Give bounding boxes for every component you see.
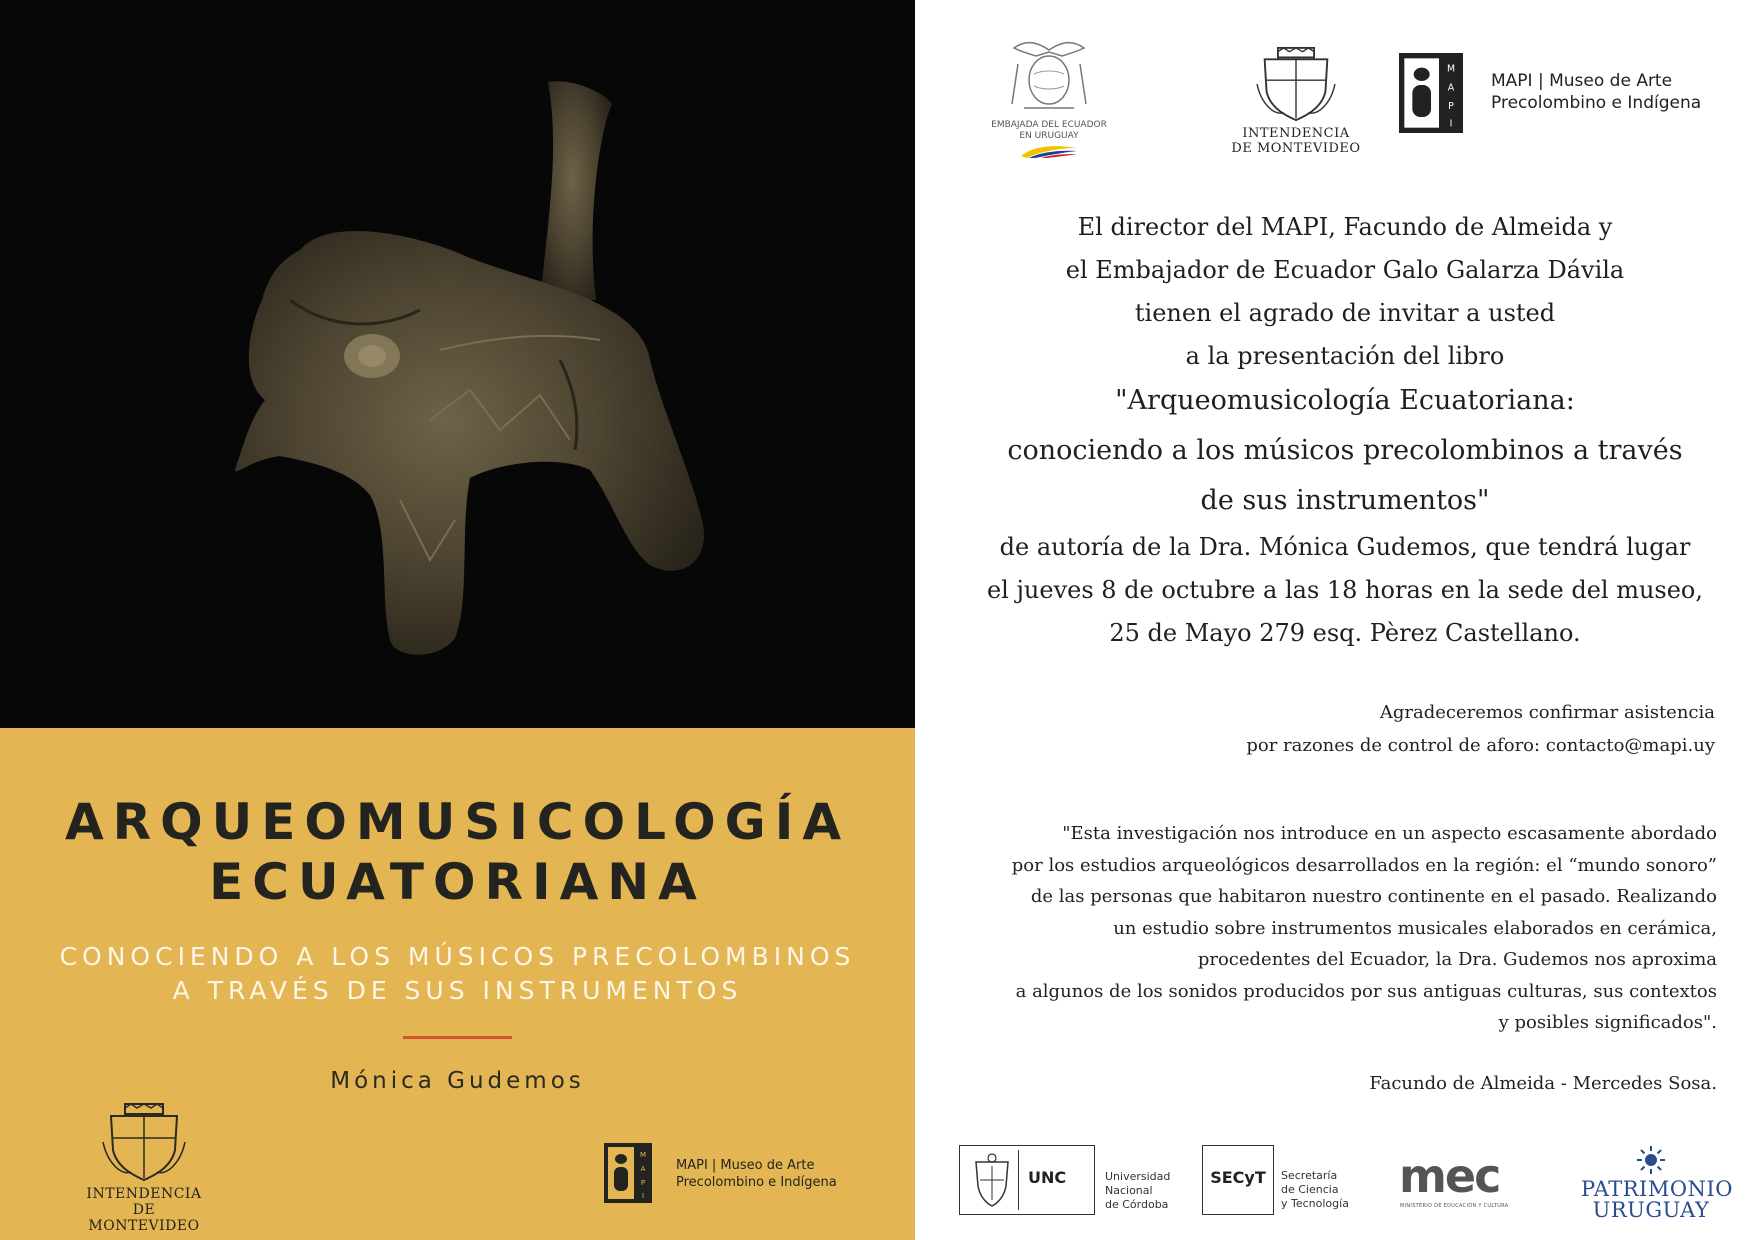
quote-line3: de las personas que habitaron nuestro continente en el pasado. Realizando [1030, 886, 1717, 907]
svg-text:M: M [1446, 63, 1456, 75]
secyt-name-line1: Secretaría [1281, 1169, 1338, 1182]
embajada-ecuador-logo [987, 34, 1111, 162]
mapi-logo-icon [1399, 52, 1463, 134]
event-line1: de autoría de la Dra. Mónica Gudemos, que tendrá lugar [999, 533, 1691, 561]
secyt-name-line2: de Ciencia [1281, 1183, 1339, 1196]
ecuador-flag-swoosh-icon [1019, 142, 1079, 158]
mapi-logo-cover [604, 1143, 837, 1207]
quote-line2: por los estudios arqueológicos desarrollados en la región: el “mundo sonoro” [1011, 854, 1717, 876]
intendencia-header-line1: INTENDENCIA [1242, 126, 1350, 141]
unc-acronym: UNC [1028, 1168, 1067, 1187]
svg-text:A: A [1447, 82, 1455, 94]
secyt-name-line3: y Tecnología [1281, 1197, 1349, 1210]
cover-subtitle [0, 940, 915, 1008]
unc-fullname [1105, 1170, 1170, 1212]
mapi-logo-icon [604, 1143, 652, 1203]
patrimonio-line1: PATRIMONIO [1581, 1177, 1733, 1201]
intendencia-name-line1: INTENDENCIA [86, 1186, 202, 1202]
secyt-fullname [1281, 1169, 1349, 1211]
cover-subtitle-line1: CONOCIENDO A LOS MÚSICOS PRECOLOMBINOS [59, 942, 856, 971]
quote-line7: y posibles significados". [1498, 1012, 1717, 1033]
invitation-line1: El director del MAPI, Facundo de Almeida y [1077, 213, 1613, 241]
sponsor-logos [959, 1145, 1739, 1225]
mapi-header-line2: Precolombino e Indígena [1491, 93, 1702, 113]
rsvp-line2: por razones de control de aforo: contacto@mapi.uy [1246, 735, 1715, 756]
mec-logo: mec [1399, 1149, 1500, 1203]
montevideo-crest-icon [1254, 46, 1338, 122]
quote-line6: a algunos de los sonidos producidos por sus antiguas culturas, sus contextos [1015, 980, 1717, 1002]
secyt-logo [1202, 1145, 1274, 1215]
patrimonio-uruguay-logo [1581, 1145, 1733, 1222]
mapi-logo-header [1399, 52, 1702, 138]
intendencia-logo-cover [76, 1102, 212, 1234]
embajada-name-line1: EMBAJADA DEL ECUADOR [991, 120, 1107, 130]
cover-title-line1: ARQUEOMUSICOLOGÍA [64, 793, 851, 851]
mec-subtitle: MINISTERIO DE EDUCACIÓN Y CULTURA [1400, 1203, 1509, 1209]
unc-name-line1: Universidad [1105, 1170, 1171, 1183]
intendencia-header-line2: DE MONTEVIDEO [1231, 141, 1361, 156]
unc-logo [959, 1145, 1095, 1215]
cover-photo [0, 0, 915, 728]
quote-signature: Facundo de Almeida - Mercedes Sosa. [1369, 1073, 1717, 1094]
rsvp-note [915, 696, 1715, 762]
cover-subtitle-line2: A TRAVÉS DE SUS INSTRUMENTOS [172, 976, 743, 1005]
cover-author: Mónica Gudemos [330, 1068, 585, 1094]
event-details [945, 526, 1745, 655]
rsvp-line1: Agradeceremos confirmar asistencia [1379, 702, 1715, 723]
sun-icon [1636, 1145, 1666, 1175]
quote-line1: "Esta investigación nos introduce en un aspecto escasamente abordado [1062, 823, 1717, 844]
patrimonio-line2: URUGUAY [1592, 1198, 1710, 1222]
book-title [945, 376, 1745, 526]
book-title-line1: "Arqueomusicología Ecuatoriana: [1115, 385, 1575, 416]
unc-shield-icon [966, 1150, 1018, 1210]
invitation-line4: a la presentación del libro [1185, 342, 1505, 370]
secyt-acronym: SECyT [1210, 1168, 1266, 1187]
unc-name-line2: Nacional [1105, 1184, 1153, 1197]
svg-text:P: P [640, 1179, 646, 1187]
ceramic-figurine-image [0, 0, 915, 728]
book-title-line3: de sus instrumentos" [1200, 485, 1490, 516]
cover-title [0, 792, 915, 912]
mapi-name-line2: Precolombino e Indígena [676, 1175, 837, 1190]
unc-crest [966, 1150, 1019, 1210]
svg-text:P: P [1448, 101, 1454, 112]
mapi-name-line1: MAPI | Museo de Arte [676, 1158, 815, 1173]
book-title-line2: conociendo a los músicos precolombinos a través [1007, 435, 1683, 466]
cover-yellow-block [0, 728, 915, 1240]
event-line2: el jueves 8 de octubre a las 18 horas en la sede del museo, [986, 576, 1704, 604]
svg-text:I: I [641, 1192, 645, 1200]
invitation-intro [945, 206, 1745, 378]
embajada-name-line2: EN URUGUAY [1019, 131, 1079, 141]
intendencia-logo-header [1227, 46, 1365, 156]
quote-line4: un estudio sobre instrumentos musicales elaborados en cerámica, [1113, 917, 1717, 939]
mapi-header-line1: MAPI | Museo de Arte [1491, 71, 1673, 91]
event-line3: 25 de Mayo 279 esq. Pèrez Castellano. [1109, 619, 1581, 647]
svg-text:I: I [1449, 118, 1453, 130]
cover-title-line2: ECUATORIANA [209, 853, 706, 911]
invitation-line2: el Embajador de Ecuador Galo Galarza Dávila [1065, 256, 1625, 284]
intendencia-name-line2: DE MONTEVIDEO [88, 1202, 200, 1234]
quote-line5: procedentes del Ecuador, la Dra. Gudemos nos aproxima [1197, 949, 1717, 970]
svg-text:A: A [640, 1165, 646, 1173]
invitation-line3: tienen el agrado de invitar a usted [1134, 299, 1556, 327]
cover-divider [403, 1036, 512, 1039]
unc-name-line3: de Córdoba [1105, 1198, 1169, 1211]
quote-block [915, 818, 1717, 1039]
svg-text:M: M [639, 1151, 647, 1159]
ecuador-coat-of-arms-icon [1004, 34, 1094, 116]
invitation-panel [915, 0, 1747, 1240]
montevideo-crest-icon [101, 1102, 187, 1182]
